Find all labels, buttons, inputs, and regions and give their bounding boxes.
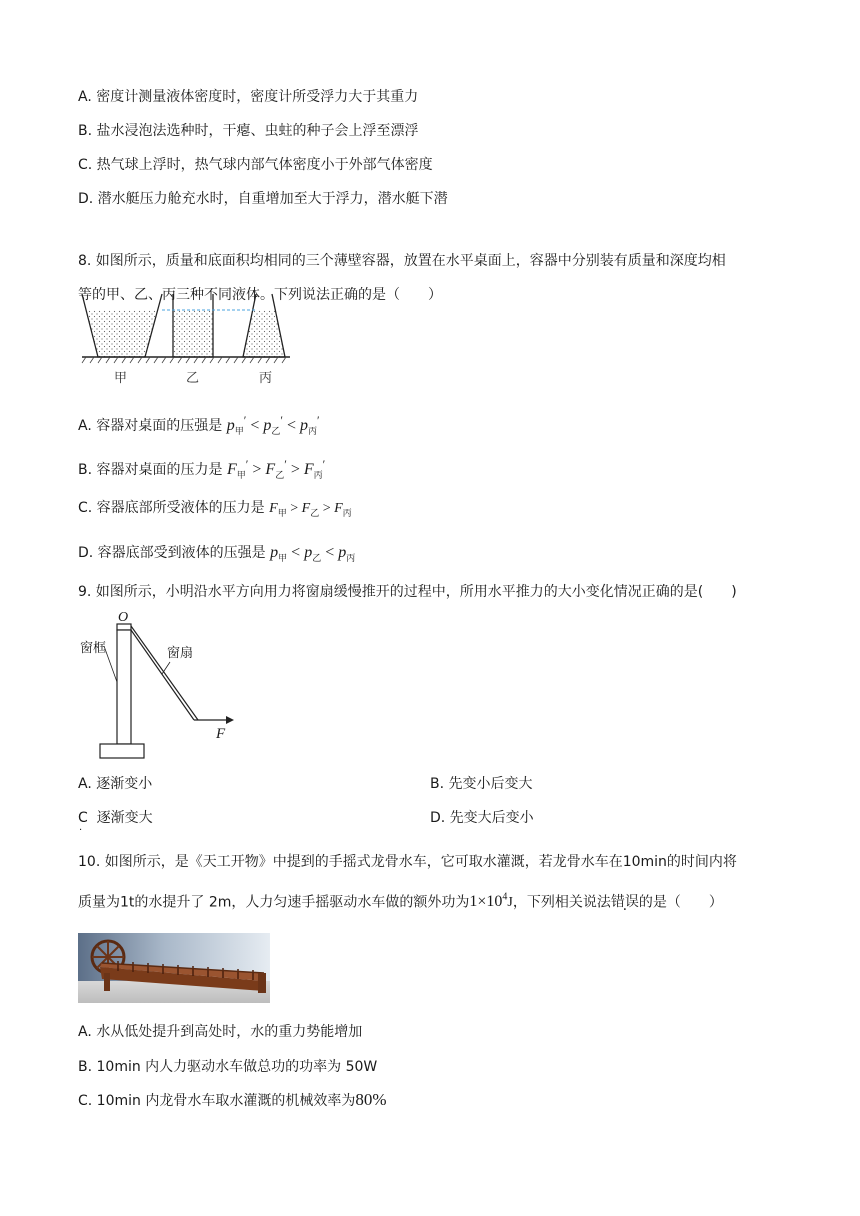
q9-option-c: C · 逐渐变大 [78,810,153,836]
q10-option-c: C. 10min 内龙骨水车取水灌溉的机械效率为80% [78,1090,387,1109]
q7-option-a: A. 密度计测量液体密度时，密度计所受浮力大于其重力 [78,89,419,105]
q8-option-a: A. 容器对桌面的压强是 $p_甲' < p_乙' < p_丙'$ [78,413,320,437]
container-yi-liquid [173,310,213,357]
q9-option-b: B. 先变小后变大 [430,776,533,792]
sash-label: 窗扇 [167,646,194,661]
q8-containers-figure [78,290,300,388]
q9-option-d: D. 先变大后变小 [430,810,534,826]
force-arrowhead [226,716,234,724]
window-frame [117,630,131,744]
q8-option-d: D. 容器底部受到液体的压强是 $p_甲 < p_乙 < p_丙$ [78,544,356,564]
q9-stem: 9. 如图所示，小明沿水平方向用力将窗扇缓慢推开的过程中，所用水平推力的大小变化情况正确的是( ) [78,584,737,600]
q9-option-a: A. 逐渐变小 [78,776,153,792]
q8-stem-line2: 等的甲、乙、丙三种不同液体。下列说法正确的是（ ） [78,287,442,303]
label-yi: 乙 [186,371,200,386]
emphasis-dotted: 错误 [610,894,639,911]
pivot-label: O [118,610,129,625]
container-bing-liquid [243,310,285,357]
force-label: F [216,726,226,742]
q10-option-b: B. 10min 内人力驱动水车做总功的功率为 50W [78,1059,378,1075]
table-hatching [82,357,286,363]
window-frame-base [100,744,144,758]
q7-option-b: B. 盐水浸泡法选种时，干瘪、虫蛀的种子会上浮至漂浮 [78,123,419,139]
q10-stem-line2: 质量为1t的水提升了 2m，人力匀速手摇驱动水车做的额外功为$1\times 10^4J$，下列相关说法错误的是（ ） [78,892,723,911]
frame-label: 窗框 [80,641,107,656]
q7-option-d: D. 潜水艇压力舱充水时，自重增加至大于浮力，潜水艇下潜 [78,191,448,207]
q10-waterwheel-photo [78,933,270,1003]
q10-option-a: A. 水从低处提升到高处时，水的重力势能增加 [78,1024,363,1040]
label-jia: 甲 [114,371,128,386]
q8-option-c: C. 容器底部所受液体的压力是 $F_甲 > F_乙 > F_丙$ [78,500,352,519]
q8-option-b: B. 容器对桌面的压力是 $F_甲' > F_乙' > F_丙'$ [78,457,326,481]
sash-label-leader [162,662,170,674]
q8-stem-line1: 8. 如图所示，质量和底面积均相同的三个薄壁容器，放置在水平桌面上，容器中分别装有质量和深度均相 [78,253,726,269]
q7-option-c: C. 热气球上浮时，热气球内部气体密度小于外部气体密度 [78,157,433,173]
label-bing: 丙 [259,371,273,386]
window-sash-line2 [131,626,198,720]
q10-stem-line1: 10. 如图所示，是《天工开物》中提到的手摇式龙骨水车，它可取水灌溉，若龙骨水车在10min的时间内将 [78,854,737,870]
